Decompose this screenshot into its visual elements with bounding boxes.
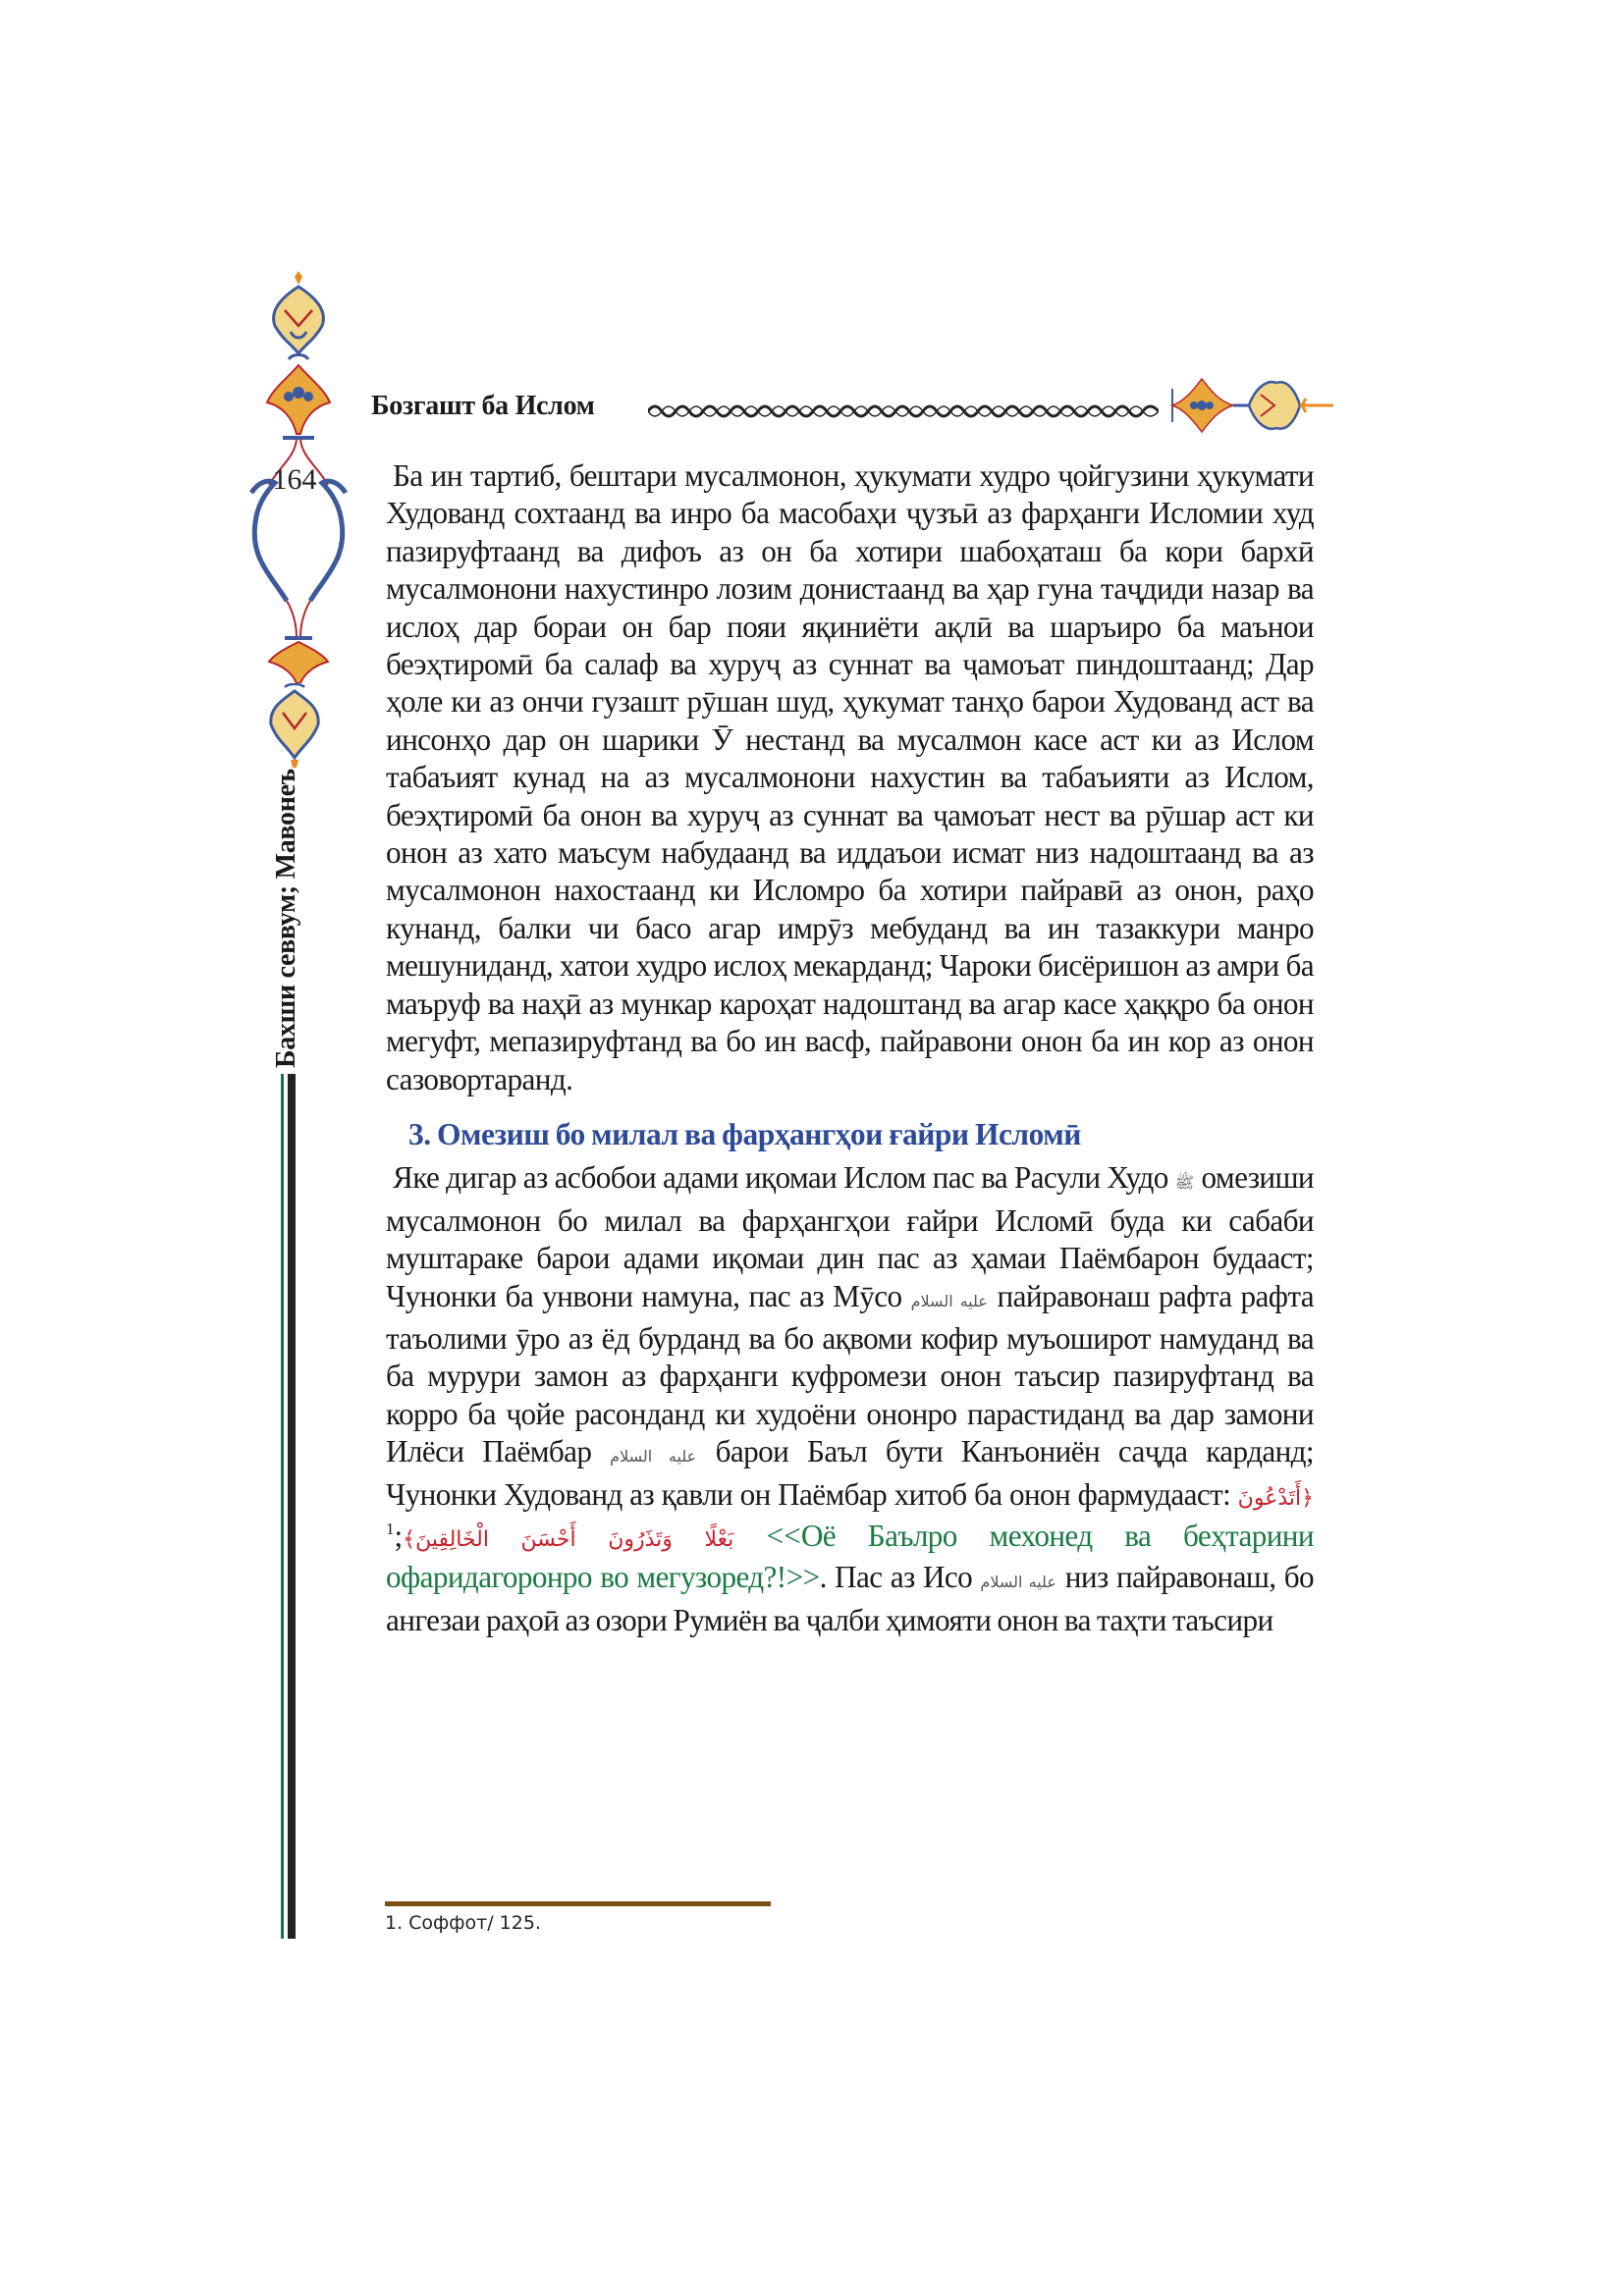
running-head: Бозгашт ба Ислом — [371, 391, 595, 421]
wavy-rule-icon — [648, 398, 1159, 421]
p2-part-g: низ пайравонаш, бо ангезаи раҳоӣ аз озори Румиён ва ҷалби ҳимояти онон ва таҳти таъсири — [386, 1560, 1315, 1637]
p2-part-e: ; — [394, 1518, 404, 1553]
p2-part-b: омезиши мусалмонон бо милал ва фарҳангҳои ғайри Исломӣ буда ки сабаби муштараке барои адами иқомаи дин пас аз ҳамаи Паёмбарон будааст; Чунонки ба унвони намуна, пас аз Мӯсо — [386, 1160, 1315, 1313]
salawat-honorific: ﷺ — [1174, 1173, 1195, 1193]
p2-part-d: барои Баъл бути Канъониён саҷда карданд; Чунонки Худованд аз қавли он Паёмбар хитоб ба онон фармудааст: — [386, 1434, 1314, 1512]
quote-translation: <<Оё Баълро мехонед ва беҳтарини офаридагоронро во мегузоред?!>> — [386, 1518, 1314, 1595]
ornament-lower-icon — [257, 683, 332, 772]
main-text — [386, 457, 1314, 1639]
paragraph-1: Ба ин тартиб, бештари мусалмонон, ҳукумати худро ҷойгузини ҳукумати Худованд сохтаанд ва инро ба масобаҳи ҷузъӣ аз фарҳанги Исломии худ пазируфтаанд ва дифоъ аз он ба хотири шабоҳаташ ба кори бархӣ мусалмонони нахустинро лозим донистаанд ва ҳар гуна таҷдиди назар ва ислоҳ дар бораи он бар пояи яқиниёти ақлӣ ва шаръиро ба маънои беэҳтиромӣ ба салаф ва хуруҷ аз суннат ва ҷамоъат пиндоштаанд; Дар ҳоле ки аз ончи гузашт рӯшан шуд, ҳукумат танҳо барои Худованд аст ва инсонҳо дар он шарики Ӯ нестанд ва мусалмон касе аст ки аз Ислом табаъият кунад на аз мусалмонони нахустин ва табаъияти аз Ислом, беэҳтиромӣ ба онон ва хуруҷ аз суннат ва ҷамоъат нест ва рӯшар аст ки онон аз хато маъсум набудаанд ва иддаъои исмат низ надоштаанд ва аз мусалмонон нахостаанд ки Исломро ба хотири пайравӣ аз онон, раҳо кунанд, балки чи басо агар имрӯз мебуданд ва ин тазаккури манро мешуниданд, хатои худро ислоҳ мекарданд; Чароки бисёришон аз амри ба маъруф ва наҳӣ аз мункар кароҳат надоштанд ва агар касе ҳаққро ба онон мегуфт, мепазируфтанд ва бо ин васф, пайравони онон ба ин кор аз онон сазовортаранд. — [386, 458, 1314, 1096]
p2-part-a: Яке дигар аз асбобои адами иқомаи Ислом пас ва Расули Худо — [393, 1160, 1168, 1196]
footnote-rule — [385, 1901, 771, 1906]
p2-part-c: пайравонаш рафта рафта таъолими ӯро аз ёд бурданд ва бо ақвоми кофир муъоширот намуданд ва ба мурури замон аз фарҳанги куфромези онон таъсир пазируфтанд ва корро ба ҷойе расонданд ки худоёни ононро парастиданд ва дар замони Илёси Паёмбар — [386, 1278, 1315, 1469]
page-number: 164 — [272, 463, 317, 496]
paragraph-2 — [386, 1159, 1314, 1639]
side-bar-green — [281, 1074, 284, 1939]
head-ornament-icon — [1159, 375, 1355, 436]
p2-part-f: . Пас аз Исо — [819, 1560, 973, 1595]
arabic-verse: ﴿أَتَدْعُونَ بَعْلًا وَتَذَرُونَ أَحْسَنَ الْخَالِقِينَ﴾ — [403, 1485, 1314, 1552]
alayhi-salam-honorific: عليه السلام — [610, 1447, 697, 1467]
section-heading: 3. Омезиш бо милал ва фарҳангҳои ғайри Исломӣ — [408, 1116, 1081, 1151]
side-bar-dark — [288, 1074, 296, 1939]
alayhi-salam-honorific: عليه السلام — [910, 1291, 988, 1310]
footnote: 1. Соффот/ 125. — [385, 1912, 541, 1934]
footnote-ref[interactable]: 1 — [386, 1519, 395, 1538]
section-side-label: Бахши севвум; Мавонеъ — [271, 769, 301, 1068]
alayhi-salam-honorific: عليه السلام — [980, 1573, 1056, 1592]
